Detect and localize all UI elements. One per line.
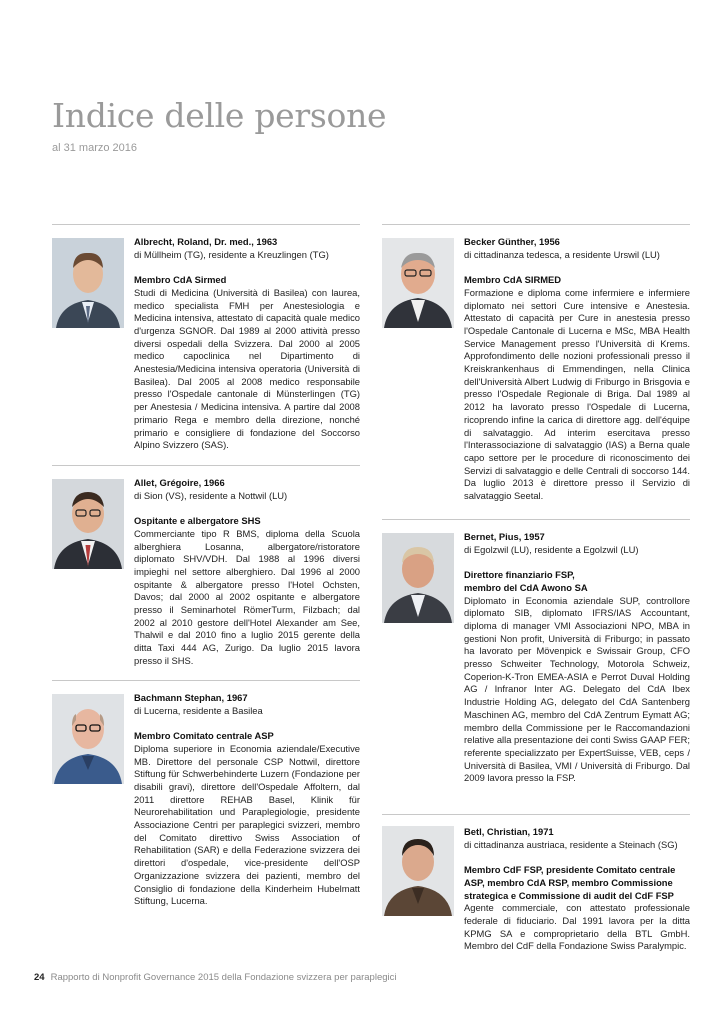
person-icon xyxy=(382,238,454,328)
person-origin: di Müllheim (TG), residente a Kreuzlingen (TG) xyxy=(134,248,329,260)
person-bio: Studi di Medicina (Università di Basilea) con laurea, medico specialista FMH per Anestesiologia e Medicina intensiva, attestato di capacità quale medico d'urgenza SGNOR. Dal 1989 al 2000 attività presso diversi ospedali della Svizzera. Dal 2000 al 2005 medico capoclinica nel Dipartimento di Anestesia/Medicina intensiva operatoria (Università di Basilea). Dal 2005 al 2008 medico responsabile presso l'Ospedale cantonale di Münsterlingen (TG) per Anestesia / Medicina intensiva. A partire dal 2008 primario Rega e membro della direzione, nonché primario e consigliere di fondazione del Soccorso Alpino Svizzero (SAS). xyxy=(134,286,360,451)
person-icon xyxy=(52,479,124,569)
page-number: 24 xyxy=(34,972,45,983)
page-title: Indice delle persone xyxy=(52,96,387,135)
person-origin: di Egolzwil (LU), residente a Egolzwil (LU) xyxy=(464,543,639,555)
person-origin: di cittadinanza austriaca, residente a Steinach (SG) xyxy=(464,838,678,850)
person-entry xyxy=(382,519,690,809)
portrait-photo xyxy=(52,238,124,328)
portrait-photo xyxy=(52,479,124,569)
person-entry xyxy=(52,680,360,930)
person-icon xyxy=(52,238,124,328)
person-entry xyxy=(382,814,690,964)
portrait-photo xyxy=(382,826,454,916)
person-entry xyxy=(52,465,360,675)
person-bio: Commerciante tipo R BMS, diploma della Scuola alberghiera Losanna, albergatore/ristoratore diplomato SHV/VDH. Dal 1988 al 1996 diversi impieghi nel settore alberghiero. Dal 1996 al 2000 ospitante & albergatore presso l'Hotel Ochsten, Davos; dal 2000 al 2002 ospitante e albergatore presso il Seminarhotel RömerTurm, Filzbach; dal 2002 al 2010 gestore dell'Hotel Alexander am See, Thalwil e dal 2010 fino a luglio 2015 gerente della ditta Taxi 444 AG, Zurigo. Da luglio 2015 lavora presso il SHS. xyxy=(134,527,360,666)
portrait-photo xyxy=(382,238,454,328)
page-footer xyxy=(34,972,396,983)
person-origin: di cittadinanza tedesca, a residente Urswil (LU) xyxy=(464,248,660,260)
person-role: membro del CdA Awono SA xyxy=(464,581,588,593)
person-entry xyxy=(382,224,690,509)
portrait-photo xyxy=(52,694,124,784)
person-bio: Diplomato in Economia aziendale SUP, controllore diplomato SIB, diplomato IFRS/IAS Accountant, diploma di manager VMI Associazioni NPO, MBA in gestioni Non profit, Università di Friburgo; in passato ha lavorato per Mövenpick e Swissair Group, CFO presso Schweiter Technology, Motorola Schweiz, Coperion-K-Tron EMEA-ASIA e Perrot Duval Holding AG / Infranor Inter AG. Delegato del CdA Ibex Industrie Holding AG, delegato del CdA Santenberg Maschinen AG, membro del CdA Zentrum Eymatt AG; membro della Commissione per le Raccomandazioni relative alla presentazione dei conti Swiss GAAP FER; referente specializzato per ExpertSuisse, VEB, ceps / Università di Basilea, VMI / Università di Friburgo. Dal 2009 lavora presso la FSP. xyxy=(464,594,690,784)
person-role: Membro CdA Sirmed xyxy=(134,274,227,286)
person-bio: Agente commerciale, con attestato professionale federale di fiduciario. Dal 1991 lavora per la ditta KPMG SA e comproprietario della BTL GmbH. Membro del CdF della Fondazione Swiss Paralympic. xyxy=(464,902,690,952)
portrait-photo xyxy=(382,533,454,623)
person-role: Direttore finanziario FSP, xyxy=(464,569,575,581)
person-origin: di Lucerna, residente a Basilea xyxy=(134,704,263,716)
person-bio: Formazione e diploma come infermiere e infermiere diplomato nei settori Cure intensive e Anestesia. Attestato di capacità per Cure in anestesia presso l'Ospedale Cantonale di Lucerna e MSc, MBA Health Service Management presso l'Università di Krems. Approfondimento delle nozioni professionali presso il Kreiskrankenhaus di Emmendingen, nella Clinica dell'Università Albert Ludwig di Friburgo in Brisgovia e presso l'Ospedale Regionale di Briga. Dal 1989 al 2012 ha lavorato presso l'Ospedale di Lucerna, ricoprendo infine la carica di direttore agg. dell'équipe di salvataggio. Ad interim esercitava presso l'Interassociazione di salvataggio (IAS) a Berna quale capo settore per le procedure di riconoscimento dei Servizi di salvataggio e delle Centrali di soccorso 144. Da luglio 2013 è direttore presso il Servizio di salvataggio Seetal. xyxy=(464,286,690,502)
person-role: Membro Comitato centrale ASP xyxy=(134,730,274,742)
person-icon xyxy=(382,533,454,623)
divider xyxy=(382,519,690,520)
divider xyxy=(52,680,360,681)
divider xyxy=(382,814,690,815)
divider xyxy=(382,224,690,225)
person-name: Bernet, Pius, 1957 xyxy=(464,531,545,542)
person-bio: Diploma superiore in Economia aziendale/Executive MB. Direttore del personale CSP Nottwil, direttore Stiftung für Schwerbehinderte Luzern (Fondazione per disabili gravi), direttore dell'Ospedale Affoltern, dal 2011 direttore REHAB Basel, Klinik für Neurorehabilitation und Paraplegiologie, presidente Associazione Centri per paraplegici svizzeri, membro del Comitato direttivo Swiss Association of Rehabilitation (SAR) e della Federazione svizzera dei direttori d'ospedale, vice-presidente dell'OSP Organizzazione svizzera dei pazienti, membro del Consiglio di fondazione della Kinderheim Hubelmatt Stiftung, Lucerna. xyxy=(134,742,360,907)
person-name: Betl, Christian, 1971 xyxy=(464,826,554,837)
person-icon xyxy=(52,694,124,784)
person-role: strategica e Commissione di audit del CdF FSP xyxy=(464,889,674,901)
person-entry xyxy=(52,224,360,454)
divider xyxy=(52,224,360,225)
person-name: Albrecht, Roland, Dr. med., 1963 xyxy=(134,236,278,247)
person-role: Membro CdF FSP, presidente Comitato centrale xyxy=(464,864,676,876)
footer-text: Rapporto di Nonprofit Governance 2015 della Fondazione svizzera per paraplegici xyxy=(50,972,397,983)
person-name: Becker Günther, 1956 xyxy=(464,236,560,247)
page-subtitle: al 31 marzo 2016 xyxy=(52,142,137,154)
person-role: Ospitante e albergatore SHS xyxy=(134,515,261,527)
person-origin: di Sion (VS), residente a Nottwil (LU) xyxy=(134,489,288,501)
person-name: Bachmann Stephan, 1967 xyxy=(134,692,248,703)
person-role: Membro CdA SIRMED xyxy=(464,274,562,286)
person-icon xyxy=(382,826,454,916)
person-name: Allet, Grégoire, 1966 xyxy=(134,477,225,488)
person-role: ASP, membro CdA RSP, membro Commissione xyxy=(464,876,673,888)
divider xyxy=(52,465,360,466)
